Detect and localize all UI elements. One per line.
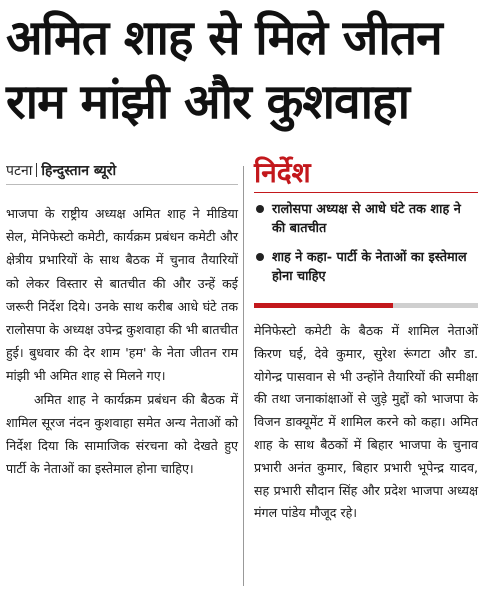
article-right-column xyxy=(254,320,478,525)
article-paragraph-3: मेनिफेस्टो कमेटी के बैठक में शामिल नेताओं किरण घई, देवे कुमार, सुरेश रूंगटा और डा. योगेन्द्र पासवान से भी उन्होंने तैयारियों की समीक्षा की तथा जनाकांक्षाओं से जुड़े मुद्दों को भाजपा के विजन डाक्यूमेंट में शामिल करने को कहा। अमित शाह के साथ बैठकों में बिहार भाजपा के चुनाव प्रभारी अनंत कुमार, बिहार प्रभारी भूपेन्द्र यादव, सह प्रभारी सौदान सिंह और प्रदेश भाजपा अध्यक्ष मंगल पांडेय मौजूद रहे। xyxy=(254,323,478,521)
byline xyxy=(6,162,116,180)
sidebar-bottom-rule xyxy=(254,303,478,308)
headline xyxy=(6,6,478,134)
article-left-column xyxy=(6,202,238,480)
byline-rule xyxy=(6,184,238,185)
article-paragraph-2: अमित शाह ने कार्यक्रम प्रबंधन की बैठक में शामिल सूरज नंदन कुशवाहा समेत अन्य नेताओं को निर्देश दिया कि सामाजिक संरचना को देखते हुए पार्टी के नेताओं का इस्तेमाल होना चाहिए। xyxy=(6,391,238,477)
sidebar-bullet xyxy=(254,248,478,286)
byline-separator xyxy=(36,163,37,177)
sidebar-top-rule xyxy=(254,192,478,193)
sidebar-title: निर्देश xyxy=(254,156,311,189)
headline-line-1: अमित शाह से मिले जीतन xyxy=(6,10,442,66)
sidebar-bullet xyxy=(254,200,478,238)
sidebar-bullet-list xyxy=(254,200,478,296)
bullet-dot-icon xyxy=(256,205,264,213)
sidebar-bullet-text: रालोसपा अध्यक्ष से आधे घंटे तक शाह ने की बातचीत xyxy=(272,202,461,236)
article-paragraph-1: भाजपा के राष्ट्रीय अध्यक्ष अमित शाह ने मीडिया सेल, मेनिफेस्टो कमेटी, कार्यक्रम प्रबंधन कमेटी और क्षेत्रीय प्रभारियों के साथ बैठक में चुनाव तैयारियों को लेकर विस्तार से बातचीत की और उन्हें कई जरूरी निर्देश दिये। उनके साथ करीब आधे घंटे तक रालोसपा के अध्यक्ष उपेन्द्र कुशवाहा की भी बातचीत हुई। बुधवार की देर शाम 'हम' के नेता जीतन राम मांझी भी अमित शाह से मिलने गए। xyxy=(6,206,238,384)
dateline-place: पटना xyxy=(6,163,33,179)
sidebar-bullet-text: शाह ने कहा- पार्टी के नेताओं का इस्तेमाल होना चाहिए xyxy=(272,250,467,284)
column-divider xyxy=(243,166,244,586)
headline-line-2: राम मांझी और कुशवाहा xyxy=(6,74,410,130)
byline-bureau: हिन्दुस्तान ब्यूरो xyxy=(41,163,117,179)
bullet-dot-icon xyxy=(256,253,264,261)
